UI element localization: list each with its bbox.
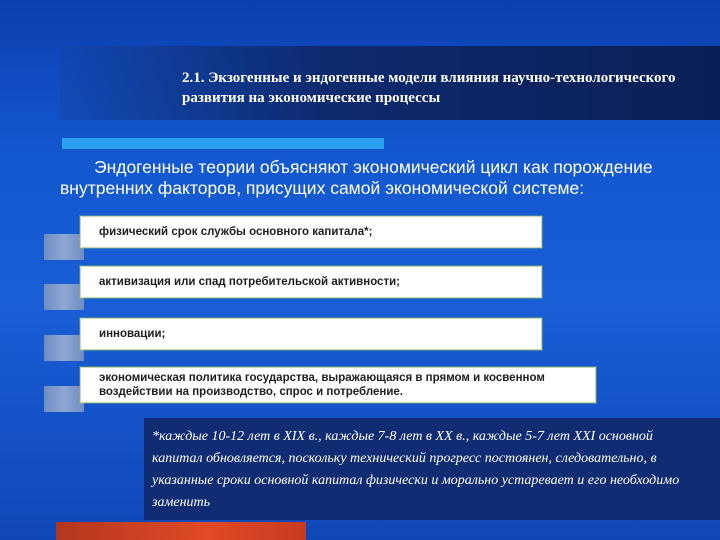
list-stripe xyxy=(44,386,84,412)
list-item xyxy=(80,266,542,298)
list-stripe xyxy=(44,284,84,310)
red-accent-bar xyxy=(56,522,306,540)
list-item xyxy=(80,216,542,248)
footnote: *каждые 10-12 лет в XIX в., каждые 7-8 лет в XX в., каждые 5-7 лет XXI основной капитал обновляется, поскольку технический прогресс постоянен, следовательно, в указанные сроки основной капитал физически и морально устаревает и его необходимо заменить xyxy=(152,429,680,510)
slide-title: 2.1. Экзогенные и эндогенные модели влияния научно-технологического развития на экономические процессы xyxy=(182,70,676,106)
list-item-text: экономическая политика государства, выражающаяся в прямом и косвенном воздействии на производство, спрос и потребление. xyxy=(99,372,545,398)
intro-text: Эндогенные теории объясняют экономический цикл как порождение внутренних факторов, присущих самой экономической системе: xyxy=(60,157,653,198)
list-item xyxy=(80,367,596,403)
list-item xyxy=(80,318,542,350)
list-item-text: физический срок службы основного капитала*; xyxy=(99,226,373,238)
accent-bar xyxy=(62,138,384,149)
list-item-text: активизация или спад потребительской активности; xyxy=(99,276,400,288)
list-item-text: инновации; xyxy=(99,328,166,340)
list-stripe xyxy=(44,335,84,361)
list-stripe xyxy=(44,234,84,260)
